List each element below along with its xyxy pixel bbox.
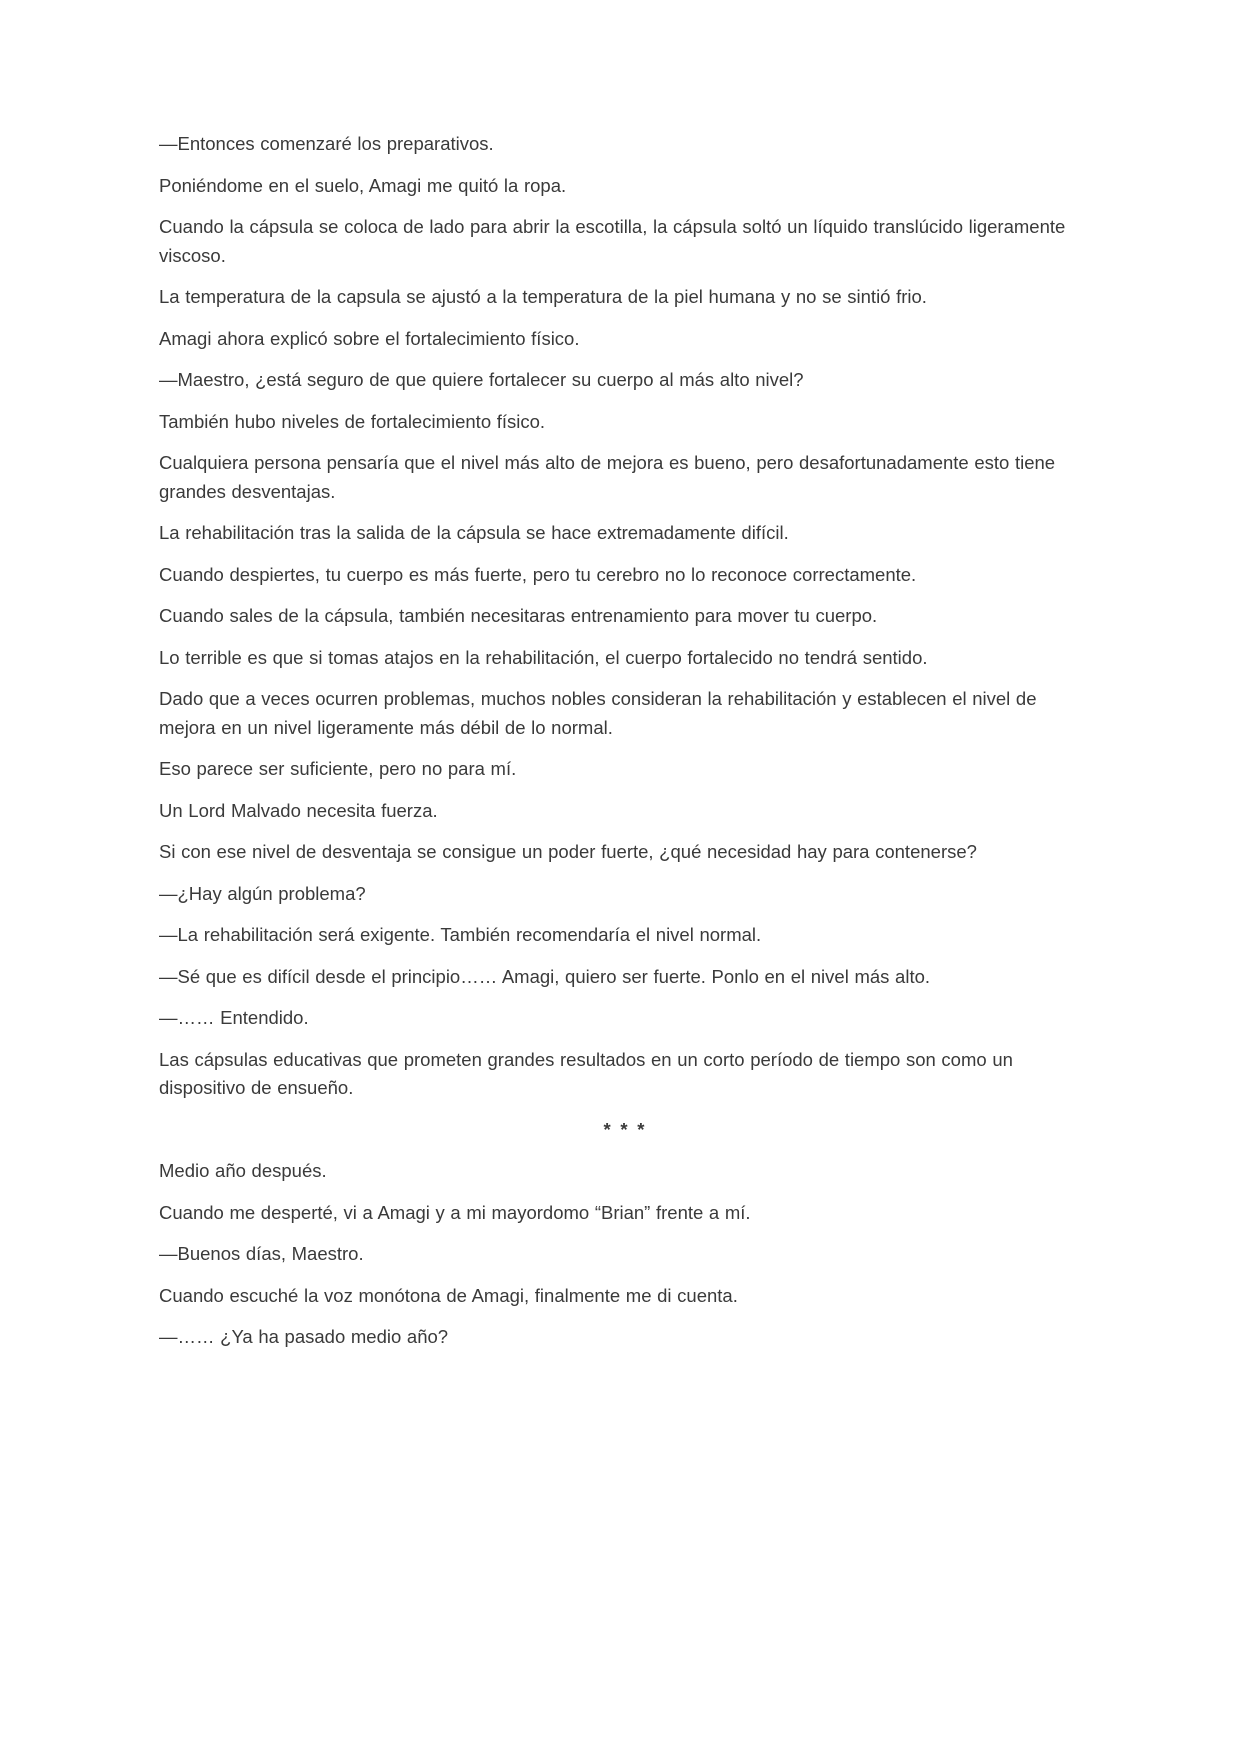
paragraph: —Entonces comenzaré los preparativos. xyxy=(159,133,494,154)
paragraph: Un Lord Malvado necesita fuerza. xyxy=(159,799,438,821)
paragraph: También hubo niveles de fortalecimiento físico. xyxy=(159,410,546,432)
paragraph: Lo terrible es que si tomas atajos en la rehabilitación, el cuerpo fortalecido no tendrá sentido. xyxy=(159,646,928,668)
paragraph: —Maestro, ¿está seguro de que quiere fortalecer su cuerpo al más alto nivel? xyxy=(159,369,804,390)
paragraph: Si con ese nivel de desventaja se consigue un poder fuerte, ¿qué necesidad hay para contenerse? xyxy=(159,841,977,862)
paragraph: La temperatura de la capsula se ajustó a la temperatura de la piel humana y no se sintió frio. xyxy=(159,286,927,307)
paragraph: —¿Hay algún problema? xyxy=(159,882,366,904)
paragraph: —La rehabilitación será exigente. También recomendaría el nivel normal. xyxy=(159,924,762,945)
scene-break-separator: * * * xyxy=(603,1118,647,1140)
paragraph: Las cápsulas educativas que prometen grandes resultados en un corto período de tiempo son como un dispositivo de ensueño. xyxy=(159,1048,1013,1098)
paragraph: Cuando sales de la cápsula, también necesitaras entrenamiento para mover tu cuerpo. xyxy=(159,605,878,626)
paragraph: —Sé que es difícil desde el principio…… Amagi, quiero ser fuerte. Ponlo en el nivel más alto. xyxy=(159,965,931,987)
paragraph: Cuando despiertes, tu cuerpo es más fuerte, pero tu cerebro no lo reconoce correctamente. xyxy=(159,563,917,585)
paragraph: Cuando me desperté, vi a Amagi y a mi mayordomo “Brian” frente a mí. xyxy=(159,1201,751,1223)
paragraph: Dado que a veces ocurren problemas, muchos nobles consideran la rehabilitación y establecen el nivel de mejora en un nivel ligeramente más débil de lo normal. xyxy=(159,688,1037,738)
paragraph: Cualquiera persona pensaría que el nivel más alto de mejora es bueno, pero desafortunadamente esto tiene grandes desventajas. xyxy=(159,452,1056,502)
paragraph: Cuando la cápsula se coloca de lado para abrir la escotilla, la cápsula soltó un líquido translúcido ligeramente viscoso. xyxy=(159,216,1066,266)
text-block xyxy=(159,130,1091,1365)
paragraph: Medio año después. xyxy=(159,1160,327,1181)
paragraph: —…… Entendido. xyxy=(159,1007,309,1028)
paragraph: La rehabilitación tras la salida de la cápsula se hace extremadamente difícil. xyxy=(159,522,789,543)
paragraph: —…… ¿Ya ha pasado medio año? xyxy=(159,1326,449,1347)
paragraph: Poniéndome en el suelo, Amagi me quitó la ropa. xyxy=(159,174,567,196)
paragraph: —Buenos días, Maestro. xyxy=(159,1243,364,1264)
paragraph: Cuando escuché la voz monótona de Amagi, finalmente me di cuenta. xyxy=(159,1284,738,1306)
paragraph: Eso parece ser suficiente, pero no para mí. xyxy=(159,758,517,779)
paragraph: Amagi ahora explicó sobre el fortalecimiento físico. xyxy=(159,327,580,349)
